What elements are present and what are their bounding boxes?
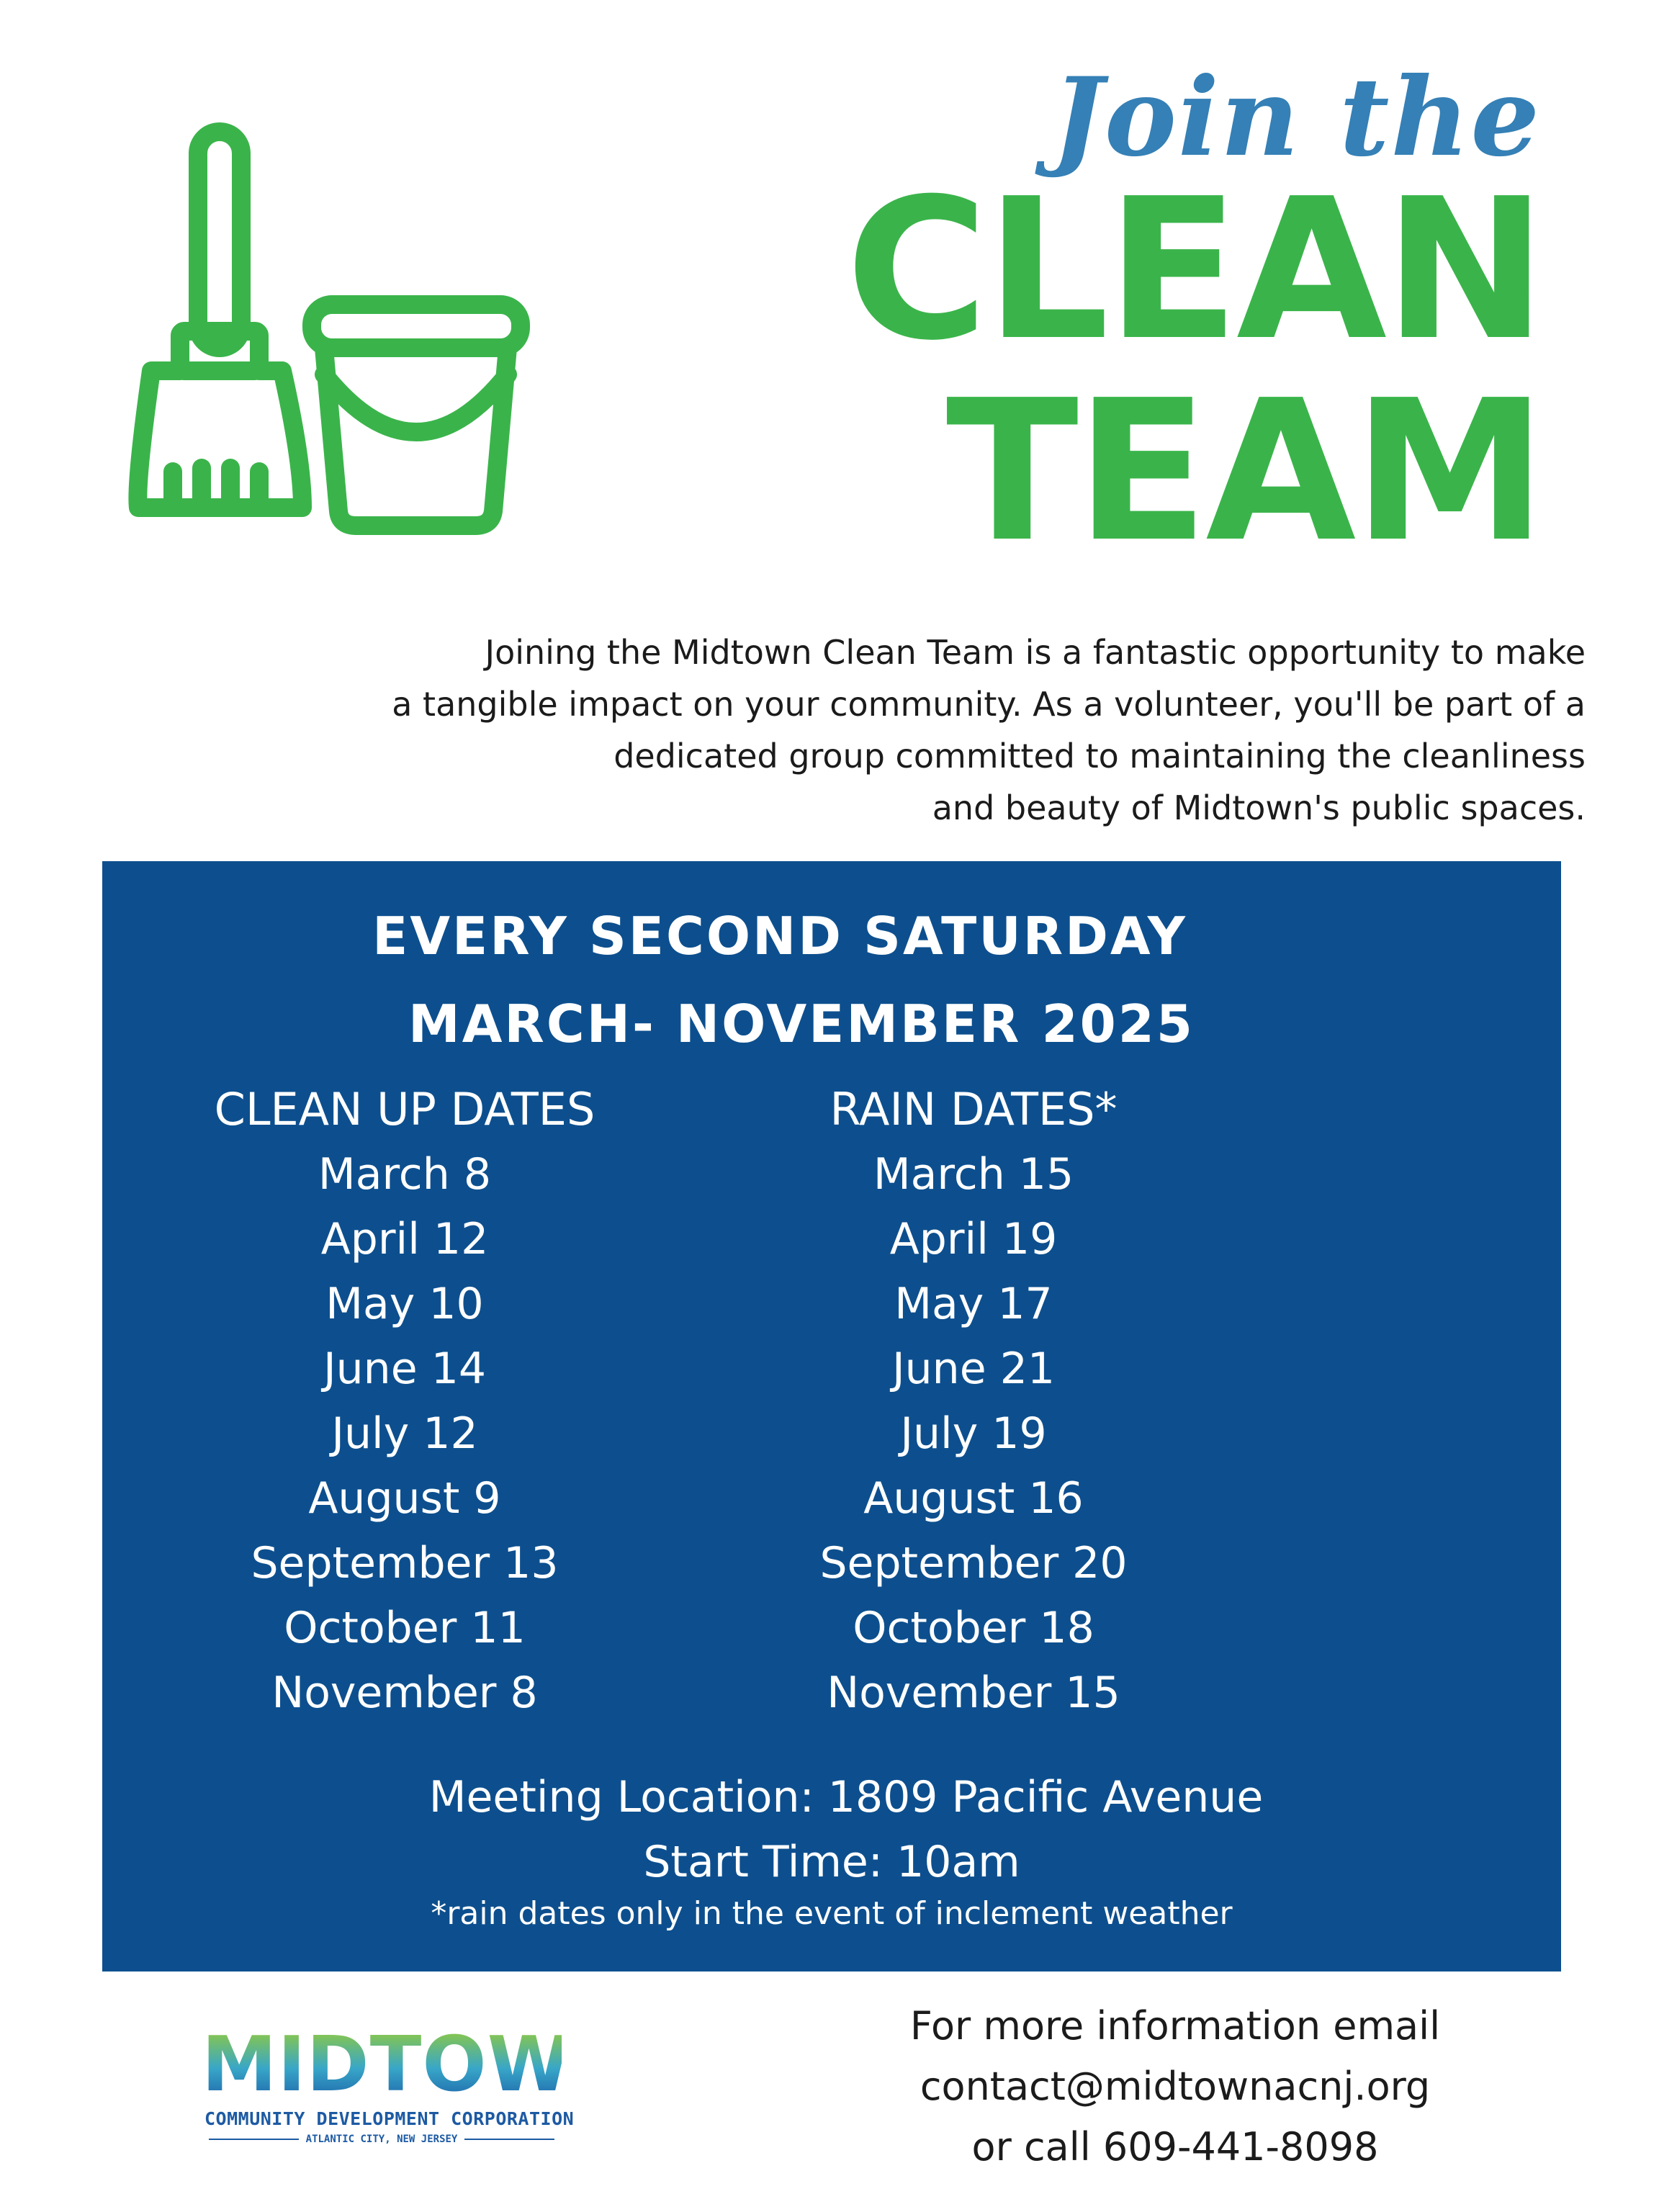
clean-up-date: August 9 — [308, 1473, 501, 1524]
meeting-location: Meeting Location: 1809 Pacific Avenue — [428, 1772, 1264, 1822]
rain-date: August 16 — [863, 1473, 1084, 1524]
contact-intro: For more information email — [909, 2003, 1441, 2049]
contact-phone[interactable]: or call 609-441-8098 — [971, 2124, 1379, 2170]
logo-location: ATLANTIC CITY, NEW JERSEY — [305, 2134, 458, 2145]
intro-paragraph — [217, 626, 1586, 834]
title-team: TEAM — [945, 358, 1544, 585]
clean-up-dates-header: CLEAN UP DATES — [214, 1083, 595, 1136]
clean-up-date: April 12 — [320, 1214, 489, 1264]
rain-date-note: *rain dates only in the event of inclement weather — [431, 1895, 1233, 1932]
contact-info — [851, 1996, 1499, 2177]
clean-up-date: September 13 — [251, 1538, 559, 1588]
clean-up-date: July 12 — [331, 1408, 478, 1459]
clean-up-dates-list — [117, 1142, 693, 1725]
start-time: Start Time: 10am — [643, 1837, 1020, 1887]
rain-dates-header: RAIN DATES* — [830, 1083, 1118, 1136]
rain-dates-column — [685, 1077, 1262, 1725]
contact-email[interactable]: contact@midtownacnj.org — [920, 2064, 1431, 2109]
schedule-heading-frequency: EVERY SECOND SATURDAY — [372, 906, 1187, 966]
midtown-cdc-logo — [202, 2020, 636, 2157]
logo-wordmark: MIDTOWN — [202, 2020, 636, 2108]
schedule-heading-season: MARCH- NOVEMBER 2025 — [408, 994, 1195, 1054]
logo-rule-right — [464, 2139, 554, 2140]
rain-date: April 19 — [889, 1214, 1058, 1264]
logo-location-row — [202, 2134, 562, 2145]
clean-up-date: June 14 — [323, 1344, 487, 1394]
intro-line: a tangible impact on your community. As a volunteer, you'll be part of a — [392, 685, 1586, 724]
logo-subtitle: COMMUNITY DEVELOPMENT CORPORATION — [204, 2108, 575, 2129]
title-clean: CLEAN — [845, 156, 1544, 383]
rain-date: May 17 — [894, 1279, 1053, 1329]
clean-up-date: October 11 — [284, 1603, 526, 1653]
broom-icon — [130, 122, 317, 526]
join-the-script-title: Join the — [1051, 54, 1541, 181]
bucket-icon — [302, 295, 533, 540]
cleaning-icons — [130, 122, 533, 526]
rain-date: October 18 — [853, 1603, 1094, 1653]
intro-line: and beauty of Midtown's public spaces. — [932, 788, 1586, 827]
clean-up-dates-column — [117, 1077, 693, 1725]
rain-date: June 21 — [891, 1344, 1056, 1394]
clean-up-date: November 8 — [271, 1668, 538, 1718]
meeting-info — [102, 1765, 1561, 1894]
rain-date: March 15 — [873, 1149, 1074, 1200]
intro-line: dedicated group committed to maintaining the cleanliness — [613, 737, 1586, 775]
rain-dates-list — [685, 1142, 1262, 1725]
clean-up-date: May 10 — [325, 1279, 484, 1329]
rain-date: November 15 — [827, 1668, 1120, 1718]
rain-date: July 19 — [900, 1408, 1047, 1459]
intro-line: Joining the Midtown Clean Team is a fantastic opportunity to make — [485, 633, 1586, 672]
rain-date: September 20 — [819, 1538, 1128, 1588]
clean-up-date: March 8 — [318, 1149, 492, 1200]
schedule-panel — [102, 861, 1561, 1972]
logo-rule-left — [209, 2139, 299, 2140]
